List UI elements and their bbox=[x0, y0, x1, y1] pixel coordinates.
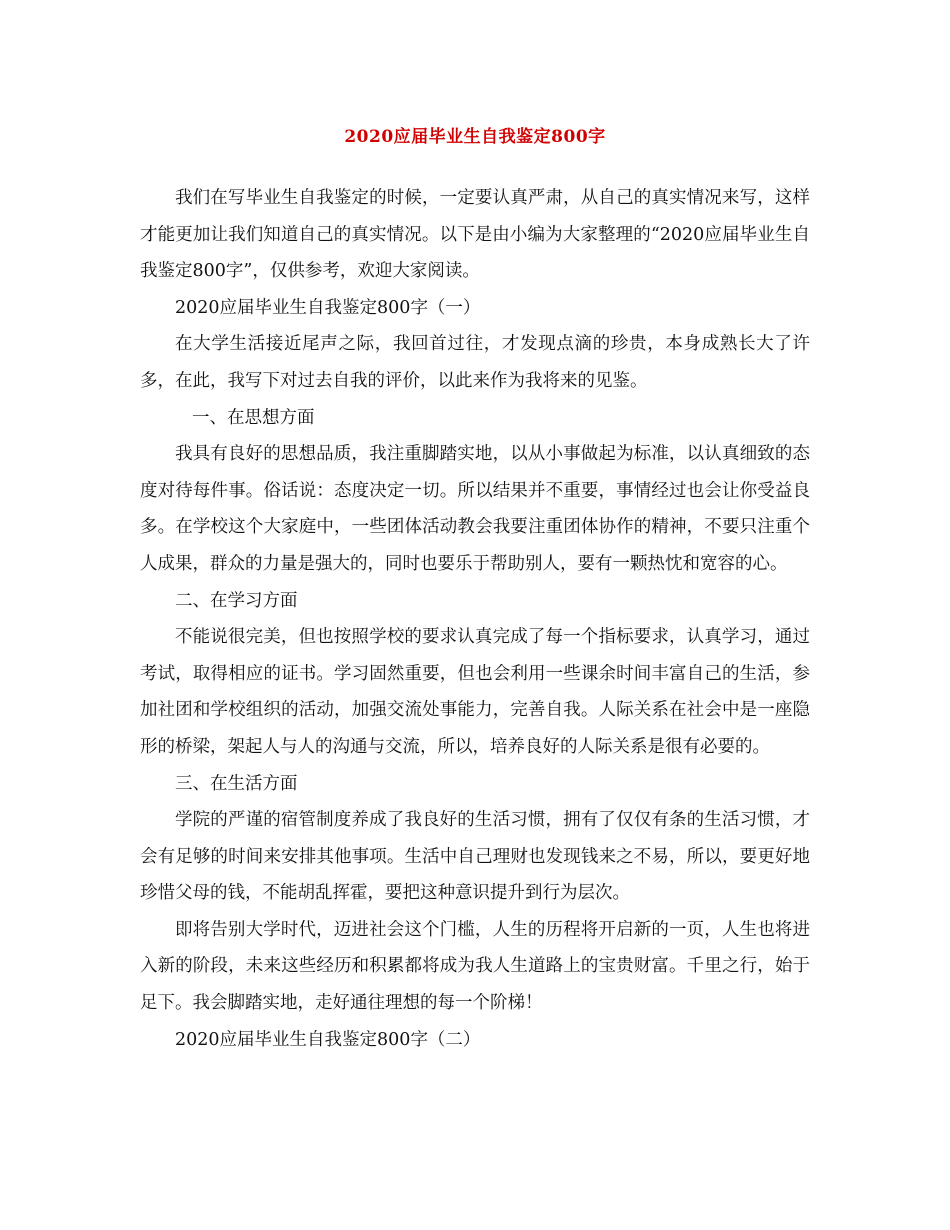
subheading-thought: 一、在思想方面 bbox=[192, 407, 315, 428]
paragraph-life: 学院的严谨的宿管制度养成了我良好的生活习惯，拥有了仅仅有条的生活习惯，才会有足够的时间来安排其他事项。生活中自己理财也发现钱来之不易，所以，要更好地珍惜父母的钱，不能胡乱挥霍，要把这种意识提升到行为层次。 bbox=[140, 810, 810, 904]
section-heading-one: 2020应届毕业生自我鉴定800字（一） bbox=[175, 297, 481, 318]
paragraph-study: 不能说很完美，但也按照学校的要求认真完成了每一个指标要求，认真学习，通过考试，取得相应的证书。学习固然重要，但也会利用一些课余时间丰富自己的生活，参加社团和学校组织的活动，加强交流处事能力，完善自我。人际关系在社会中是一座隐形的桥梁，架起人与人的沟通与交流，所以，培养良好的人际关系是很有必要的。 bbox=[140, 627, 810, 757]
paragraph-opening: 在大学生活接近尾声之际，我回首过往，才发现点滴的珍贵，本身成熟长大了许多，在此，我写下对过去自我的评价，以此来作为我将来的见鉴。 bbox=[140, 334, 810, 391]
section-heading-two: 2020应届毕业生自我鉴定800字（二） bbox=[175, 1029, 481, 1050]
subheading-life: 三、在生活方面 bbox=[175, 773, 298, 794]
page-title: 2020应届毕业生自我鉴定800字 bbox=[344, 127, 606, 147]
subheading-study: 二、在学习方面 bbox=[175, 590, 298, 611]
paragraph-intro: 我们在写毕业生自我鉴定的时候，一定要认真严肃，从自己的真实情况来写，这样才能更加让我们知道自己的真实情况。以下是由小编为大家整理的“2020应届毕业生自我鉴定800字”，仅供参考，欢迎大家阅读。 bbox=[140, 188, 810, 282]
paragraph-thought: 我具有良好的思想品质，我注重脚踏实地，以从小事做起为标准，以认真细致的态度对待每件事。俗话说：态度决定一切。所以结果并不重要，事情经过也会让你受益良多。在学校这个大家庭中，一些团体活动教会我要注重团体协作的精神，不要只注重个人成果，群众的力量是强大的，同时也要乐于帮助别人，要有一颗热忱和宽容的心。 bbox=[140, 444, 810, 574]
document-body bbox=[140, 180, 810, 1058]
paragraph-closing: 即将告别大学时代，迈进社会这个门槛，人生的历程将开启新的一页，人生也将进入新的阶段，未来这些经历和积累都将成为我人生道路上的宝贵财富。千里之行，始于足下。我会脚踏实地，走好通往理想的每一个阶梯！ bbox=[140, 919, 810, 1014]
